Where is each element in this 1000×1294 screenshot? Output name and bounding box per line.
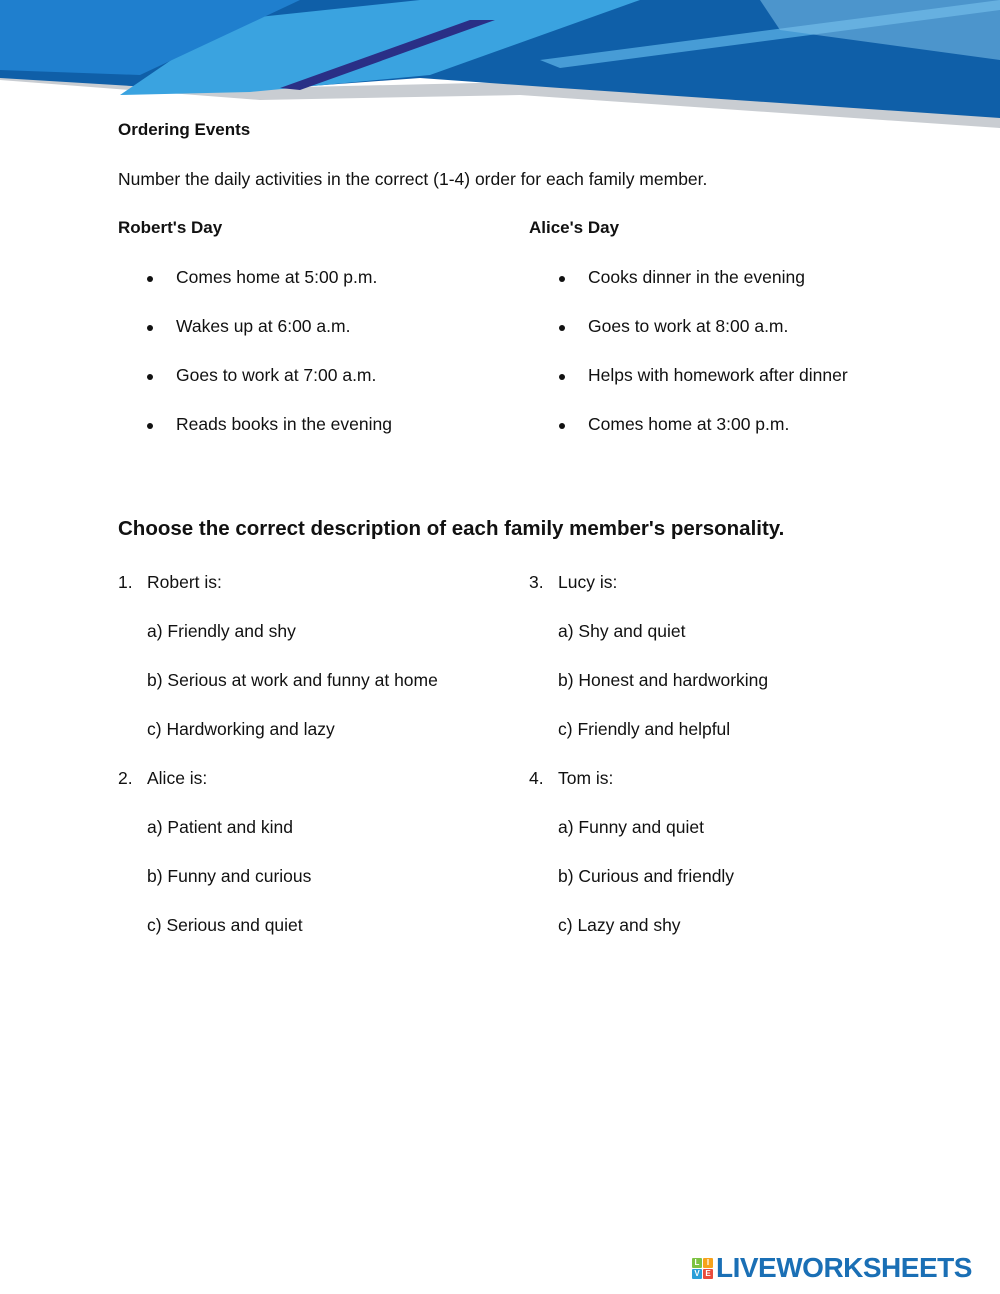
- activity-text: Goes to work at 8:00 a.m.: [588, 316, 789, 336]
- logo-cell: V: [692, 1269, 702, 1279]
- option-text: b) Curious and friendly: [558, 866, 735, 886]
- option-text: b) Honest and hardworking: [558, 670, 769, 690]
- robert-day-heading: Robert's Day: [118, 218, 223, 237]
- answer-option[interactable]: [529, 719, 889, 768]
- bullet-icon: [147, 276, 153, 282]
- activity-text: Comes home at 5:00 p.m.: [176, 267, 378, 287]
- logo-cell: E: [703, 1269, 713, 1279]
- activity-text: Goes to work at 7:00 a.m.: [176, 365, 377, 385]
- list-item: [559, 316, 848, 365]
- logo-cell: L: [692, 1258, 702, 1268]
- bullet-icon: [147, 374, 153, 380]
- question-row: [118, 572, 478, 621]
- alice-day-heading: Alice's Day: [529, 218, 620, 237]
- option-text: c) Lazy and shy: [558, 915, 681, 935]
- answer-option[interactable]: [529, 915, 889, 964]
- answer-option[interactable]: [529, 670, 889, 719]
- question-row: [529, 572, 889, 621]
- question-row: [529, 768, 889, 817]
- question-text: Robert is:: [147, 572, 222, 592]
- ordering-title: Ordering Events: [118, 120, 251, 139]
- option-text: c) Friendly and helpful: [558, 719, 731, 739]
- option-text: a) Patient and kind: [147, 817, 293, 837]
- option-text: b) Funny and curious: [147, 866, 312, 886]
- option-text: a) Shy and quiet: [558, 621, 686, 641]
- answer-option[interactable]: [529, 621, 889, 670]
- bullet-icon: [147, 325, 153, 331]
- question-text: Lucy is:: [558, 572, 618, 592]
- list-item: [147, 414, 392, 463]
- activity-text: Reads books in the evening: [176, 414, 392, 434]
- activity-text: Helps with homework after dinner: [588, 365, 848, 385]
- answer-option[interactable]: [529, 866, 889, 915]
- question-number: 3.: [529, 572, 544, 592]
- ordering-instruction: Number the daily activities in the correct (1-4) order for each family member.: [118, 169, 708, 189]
- robert-activity-list: [147, 267, 392, 463]
- bullet-icon: [559, 325, 565, 331]
- option-text: a) Funny and quiet: [558, 817, 704, 837]
- activity-text: Comes home at 3:00 p.m.: [588, 414, 790, 434]
- bullet-icon: [559, 276, 565, 282]
- question-column-right: [529, 572, 889, 964]
- bullet-icon: [559, 423, 565, 429]
- option-text: a) Friendly and shy: [147, 621, 296, 641]
- option-text: b) Serious at work and funny at home: [147, 670, 438, 690]
- answer-option[interactable]: [118, 915, 478, 964]
- answer-option[interactable]: [118, 719, 478, 768]
- liveworksheets-logo[interactable]: [692, 1252, 972, 1284]
- option-text: c) Serious and quiet: [147, 915, 303, 935]
- answer-option[interactable]: [118, 670, 478, 719]
- activity-text: Cooks dinner in the evening: [588, 267, 805, 287]
- answer-option[interactable]: [118, 866, 478, 915]
- list-item: [147, 316, 392, 365]
- logo-text: LIVEWORKSHEETS: [716, 1252, 972, 1283]
- option-text: c) Hardworking and lazy: [147, 719, 335, 739]
- question-column-left: [118, 572, 478, 964]
- list-item: [559, 267, 848, 316]
- liveworksheets-logo-icon: [692, 1258, 713, 1279]
- question-number: 2.: [118, 768, 133, 788]
- header-banner: [0, 0, 1000, 135]
- alice-activity-list: [559, 267, 848, 463]
- question-number: 1.: [118, 572, 133, 592]
- bullet-icon: [147, 423, 153, 429]
- list-item: [559, 414, 848, 463]
- question-text: Tom is:: [558, 768, 614, 788]
- personality-heading: Choose the correct description of each family member's personality.: [118, 517, 785, 540]
- bullet-icon: [559, 374, 565, 380]
- list-item: [559, 365, 848, 414]
- answer-option[interactable]: [118, 817, 478, 866]
- activity-text: Wakes up at 6:00 a.m.: [176, 316, 351, 336]
- question-number: 4.: [529, 768, 544, 788]
- answer-option[interactable]: [529, 817, 889, 866]
- question-text: Alice is:: [147, 768, 208, 788]
- list-item: [147, 267, 392, 316]
- question-row: [118, 768, 478, 817]
- answer-option[interactable]: [118, 621, 478, 670]
- logo-cell: I: [703, 1258, 713, 1268]
- list-item: [147, 365, 392, 414]
